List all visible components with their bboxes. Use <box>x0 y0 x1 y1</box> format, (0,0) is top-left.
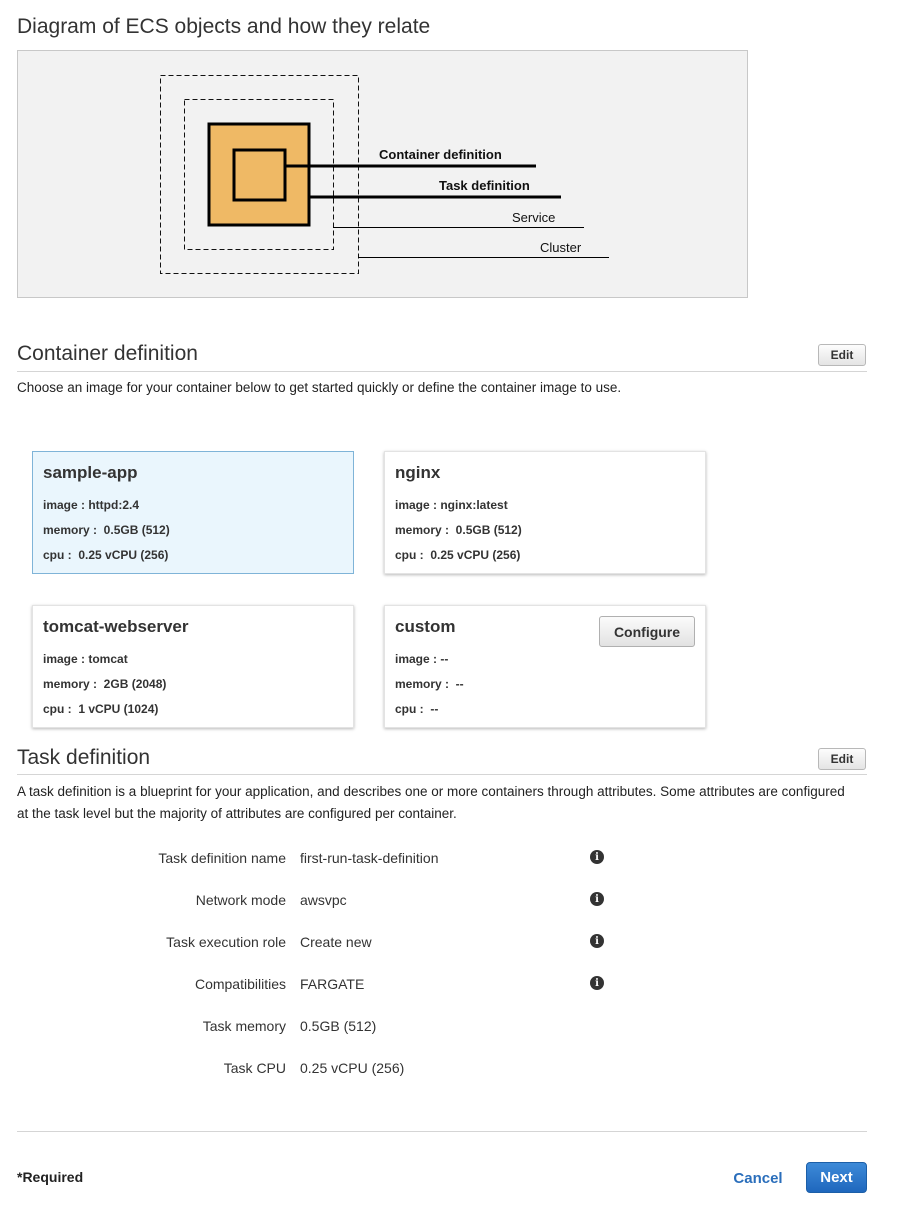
card-image: image : -- <box>395 652 449 666</box>
info-icon[interactable]: i <box>590 850 604 864</box>
card-memory: memory : 2GB (2048) <box>43 677 167 691</box>
field-value-compatibilities: FARGATE <box>300 976 365 992</box>
service-label: Service <box>512 210 556 225</box>
container-card-tomcat-webserver[interactable] <box>32 605 354 728</box>
card-cpu: cpu : -- <box>395 702 439 716</box>
info-icon[interactable]: i <box>590 976 604 990</box>
required-note: *Required <box>17 1169 84 1185</box>
field-label-task-definition-name: Task definition name <box>158 850 286 866</box>
card-cpu: cpu : 1 vCPU (1024) <box>43 702 159 716</box>
ecs-diagram-graphic <box>18 51 749 299</box>
task-definition-label: Task definition <box>439 178 530 193</box>
card-memory: memory : 0.5GB (512) <box>43 523 170 537</box>
card-title: nginx <box>395 463 441 482</box>
field-label-task-execution-role: Task execution role <box>166 934 286 950</box>
footer-divider <box>17 1131 867 1132</box>
card-memory: memory : -- <box>395 677 464 691</box>
cancel-button[interactable]: Cancel <box>733 1169 783 1187</box>
container-card-sample-app[interactable] <box>32 451 354 574</box>
card-cpu: cpu : 0.25 vCPU (256) <box>43 548 169 562</box>
container-definition-box <box>234 150 285 200</box>
card-image: image : nginx:latest <box>395 498 508 512</box>
field-value-task-cpu: 0.25 vCPU (256) <box>300 1060 405 1076</box>
card-title: sample-app <box>43 463 138 482</box>
container-card-nginx[interactable] <box>384 451 706 574</box>
container-definition-title: Container definition <box>17 342 198 365</box>
next-button[interactable]: Next <box>806 1162 867 1193</box>
diagram-title: Diagram of ECS objects and how they relate <box>17 15 431 38</box>
container-section-divider <box>17 371 867 372</box>
container-definition-description: Choose an image for your container below to get started quickly or define the container image to use. <box>17 380 622 395</box>
configure-button[interactable]: Configure <box>599 616 695 647</box>
field-label-network-mode: Network mode <box>195 892 286 908</box>
task-section-divider <box>17 774 867 775</box>
info-icon[interactable]: i <box>590 934 604 948</box>
card-title: tomcat-webserver <box>43 617 189 636</box>
task-definition-description: A task definition is a blueprint for your application, and describes one or more containers through attributes. Some attributes are configured at the task level but the majority of attributes are configured per container. <box>17 784 845 821</box>
card-cpu: cpu : 0.25 vCPU (256) <box>395 548 521 562</box>
field-value-task-memory: 0.5GB (512) <box>300 1018 377 1034</box>
field-label-task-memory: Task memory <box>202 1018 286 1034</box>
info-icon[interactable]: i <box>590 892 604 906</box>
task-definition-edit-button[interactable]: Edit <box>818 748 866 770</box>
field-value-network-mode: awsvpc <box>300 892 347 908</box>
card-memory: memory : 0.5GB (512) <box>395 523 522 537</box>
container-card-custom[interactable] <box>384 605 706 728</box>
field-value-task-execution-role: Create new <box>300 934 372 950</box>
container-definition-edit-button[interactable]: Edit <box>818 344 866 366</box>
field-value-task-definition-name: first-run-task-definition <box>300 850 439 866</box>
field-label-task-cpu: Task CPU <box>223 1060 286 1076</box>
task-definition-title: Task definition <box>17 746 151 769</box>
card-image: image : httpd:2.4 <box>43 498 140 512</box>
card-image: image : tomcat <box>43 652 128 666</box>
cluster-label: Cluster <box>540 240 582 255</box>
container-definition-label: Container definition <box>379 147 502 162</box>
field-label-compatibilities: Compatibilities <box>194 976 286 992</box>
card-title: custom <box>395 617 456 636</box>
ecs-diagram <box>17 50 748 298</box>
